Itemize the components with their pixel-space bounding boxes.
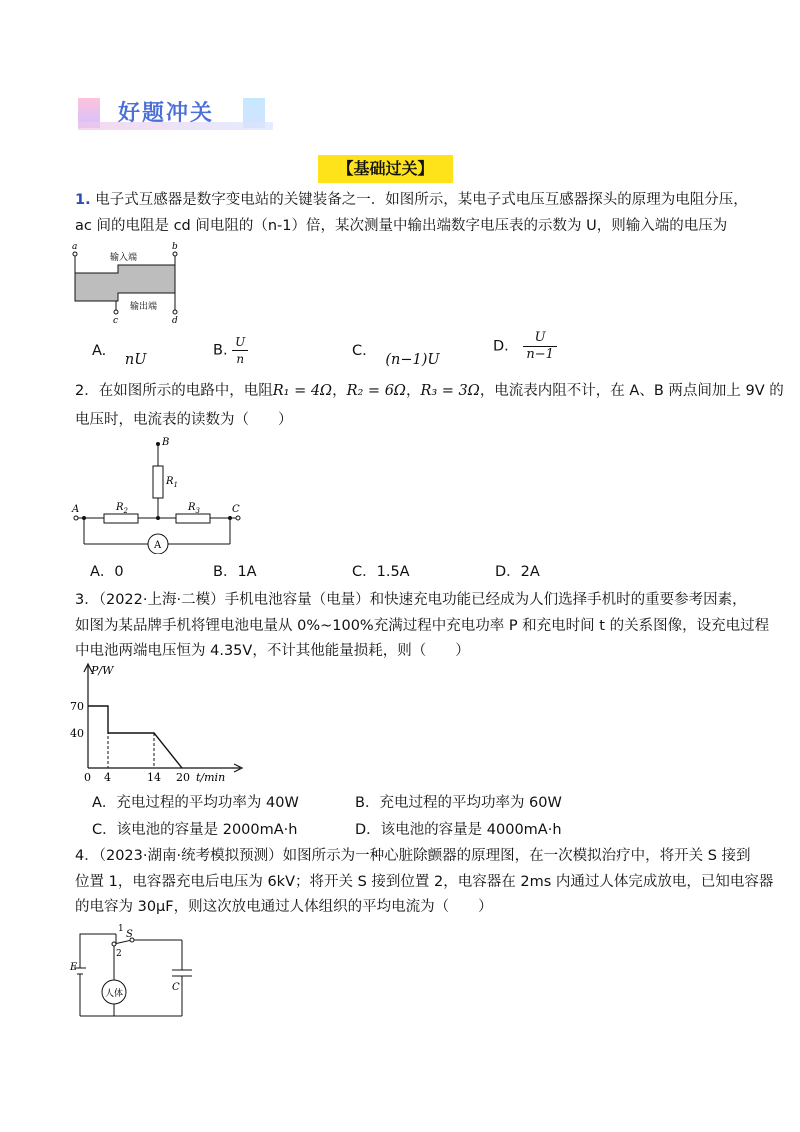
q2-r3-resistor [176,514,210,523]
q3-option-c: C．该电池的容量是 2000mA·h [92,822,298,838]
q2-option-d: D．2A [495,564,540,580]
q3-line2: 如图为某品牌手机将锂电池电量从 0%~100%充满过程中充电功率 P 和充电时间 t 的关系图像，设充电过程 [75,618,770,634]
q1-text1: 电子式互感器是数字变电站的关键装备之一．如图所示，某电子式电压互感器探头的原理为电阻分压， [95,192,748,208]
q3-option-a: A．充电过程的平均功率为 40W [92,795,299,811]
q2-r2-resistor [104,514,138,523]
q2-option-b: B．1A [213,564,257,580]
svg-text:4: 4 [104,771,111,784]
q4-line1: 4．（2023·湖南·统考模拟预测）如图所示为一种心脏除颤器的原理图，在一次模拟治疗中，将开关 S 接到 [75,848,751,864]
svg-text:C: C [172,982,180,993]
q1-option-b: B. $\frac{U}{n}$ [213,334,248,367]
svg-text:0: 0 [84,771,91,784]
q1-output-label: 输出端 [130,302,158,312]
section-title: 【基础过关】 [318,155,453,183]
q1-label-b: b [172,242,178,252]
svg-text:40: 40 [70,727,84,740]
q1-number: 1. [75,192,91,208]
svg-text:B: B [162,437,170,448]
svg-text:A: A [72,504,80,515]
q3-graph [70,660,270,785]
q1-option-c: C. (n−1)U [352,343,440,368]
q2-r1-resistor [153,466,163,498]
q1-line2: ac 间的电阻是 cd 间电阻的（n-1）倍，某次测量中输出端数字电压表的示数为 U，则输入端的电压为 [75,218,728,234]
q1-label-d: d [172,316,178,326]
q2-r3: R₃ = 3Ω [420,383,480,399]
svg-text:A: A [154,540,162,551]
svg-text:人体: 人体 [105,989,124,999]
q2-option-c: C．1.5A [352,564,410,580]
q1-label-a: a [72,242,78,252]
svg-text:C: C [232,504,240,515]
q1-label-c: c [113,316,119,326]
q1-figure [66,238,196,328]
q2-line1: 2．在如图所示的电路中，电阻R₁ = 4Ω，R₂ = 6Ω，R₃ = 3Ω，电流表内阻不计，在 A、B 两点间加上 9V 的 [75,383,784,399]
q3-option-d: D．该电池的容量是 4000mA·h [355,822,562,838]
q4-line2: 位置 1，电容器充电后电压为 6kV；将开关 S 接到位置 2，电容器在 2ms 内通过人体完成放电，已知电容器 [75,874,774,890]
q1-input-label: 输入端 [110,253,138,263]
q4-line3: 的电容为 30μF，则这次放电通过人体组织的平均电流为（ ） [75,899,493,915]
svg-text:2: 2 [116,949,122,959]
q3-line1: 3．（2022·上海·二模）手机电池容量（电量）和快速充电功能已经成为人们选择手机时的重要参考因素， [75,592,747,608]
svg-text:1: 1 [118,924,124,934]
q3-option-b: B．充电过程的平均功率为 60W [355,795,562,811]
q1-line1 [75,190,748,210]
svg-text:R1: $R_1$ [166,476,178,489]
banner-title: 好题冲关 [118,101,215,126]
svg-text:E: E [70,962,78,973]
svg-text:R2: $R_2$ [116,502,128,515]
q2-circuit [66,434,256,554]
svg-text:14: 14 [147,771,161,784]
q2-option-a: A．0 [90,564,124,580]
q3-power-curve [88,706,182,768]
q2-line2: 电压时，电流表的读数为（ ） [75,412,293,428]
svg-text:R3: $R_3$ [188,502,200,515]
svg-text:P/W: P/W [91,664,114,677]
svg-text:70: 70 [70,700,84,713]
q4-circuit [68,922,198,1022]
q1-option-a: A. nU [92,343,147,368]
q1-option-d: D. $\frac{U}{n-1}$ [493,330,557,363]
svg-text:S: S [126,929,133,940]
q1-resistor-shape [75,265,175,301]
svg-text:20: 20 [176,771,190,784]
q3-line3: 中电池两端电压恒为 4.35V，不计其他能量损耗，则（ ） [75,643,470,659]
q2-r1: R₁ = 4Ω [272,383,333,399]
q2-r2: R₂ = 6Ω [346,383,406,399]
svg-text:t/min: t/min [196,771,226,784]
